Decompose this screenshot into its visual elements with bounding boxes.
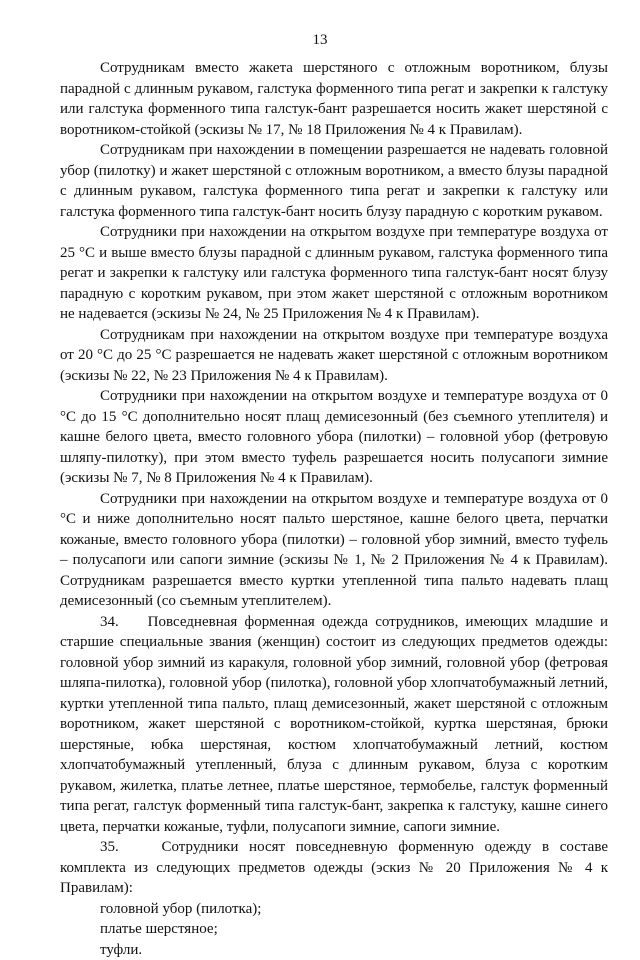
paragraph-34-everyday-uniform: 34. Повседневная форменная одежда сотрудников, имеющих младшие и старшие специальные звания (женщин) состоит из следующих предметов одежды: головной убор зимний из каракуля, головной убор зимний, головной убор (фетровая шляпа-пилотка), головной убор (пилотка), головной убор хлопчатобумажный летний, куртки утепленной типа пальто, плащ демисезонный, жакет шерстяной с отложным воротником, жакет шерстяной с воротником-стойкой, куртка шерстяная, брюки шерстяные, юбка шерстяная, костюм хлопчатобумажный летний, костюм хлопчатобумажный утепленный, блуза с длинным рукавом, блуза с коротким рукавом, жилетка, платье летнее, платье шерстяное, термобелье, галстук форменный типа регат, галстук форменный типа галстук-бант, закрепка к галстуку, кашне синего цвета, перчатки кожаные, туфли, полусапоги зимние, сапоги зимние. [60, 612, 608, 838]
document-body [60, 58, 608, 960]
paragraph-temp-25-and-above: Сотрудники при нахождении на открытом воздухе при температуре воздуха от 25 °С и выше вместо блузы парадной с длинным рукавом, галстука форменного типа регат и закрепки к галстуку или галстука форменного типа галстук-бант носят блузу парадную с коротким рукавом, при этом жакет шерстяной с отложным воротником не надевается (эскизы № 24, № 25 Приложения № 4 к Правилам). [60, 222, 608, 325]
paragraph-temp-0-to-15: Сотрудники при нахождении на открытом воздухе и температуре воздуха от 0 °С до 15 °С дополнительно носят плащ демисезонный (без съемного утеплителя) и кашне белого цвета, вместо головного убора (пилотки) – головной убор (фетровую шляпу-пилотку), при этом вместо туфель разрешается носить полусапоги зимние (эскизы № 7, № 8 Приложения № 4 к Правилам). [60, 386, 608, 489]
paragraph-35-set-composition: 35. Сотрудники носят повседневную форменную одежду в составе комплекта из следующих предметов одежды (эскиз № 20 Приложения № 4 к Правилам): [60, 837, 608, 899]
page-number: 13 [0, 32, 640, 49]
list-item: головной убор (пилотка); [60, 899, 608, 920]
paragraph-temp-0-and-below: Сотрудники при нахождении на открытом воздухе и температуре воздуха от 0 °С и ниже дополнительно носят пальто шерстяное, кашне белого цвета, перчатки кожаные, вместо головного убора (пилотки) – головной убор зимний, вместо туфель – полусапоги или сапоги зимние (эскизы № 1, № 2 Приложения № 4 к Правилам). Сотрудникам разрешается вместо куртки утепленной типа пальто надевать плащ демисезонный (со съемным утеплителем). [60, 489, 608, 612]
paragraph-temp-20-to-25: Сотрудникам при нахождении на открытом воздухе при температуре воздуха от 20 °С до 25 °С разрешается не надевать жакет шерстяной с отложным воротником (эскизы № 22, № 23 Приложения № 4 к Правилам). [60, 325, 608, 387]
paragraph-jacket-collar-stand: Сотрудникам вместо жакета шерстяного с отложным воротником, блузы парадной с длинным рукавом, галстука форменного типа регат и закрепки к галстуку или галстука форменного типа галстук-бант разрешается носить жакет шерстяной с воротником-стойкой (эскизы № 17, № 18 Приложения № 4 к Правилам). [60, 58, 608, 140]
list-item: платье шерстяное; [60, 919, 608, 940]
list-item: туфли. [60, 940, 608, 960]
paragraph-indoors: Сотрудникам при нахождении в помещении разрешается не надевать головной убор (пилотку) и жакет шерстяной с отложным воротником, а вместо блузы парадной с длинным рукавом, галстука форменного типа регат и закрепки к галстуку или галстука форменного типа галстук-бант носить блузу парадную с коротким рукавом. [60, 140, 608, 222]
